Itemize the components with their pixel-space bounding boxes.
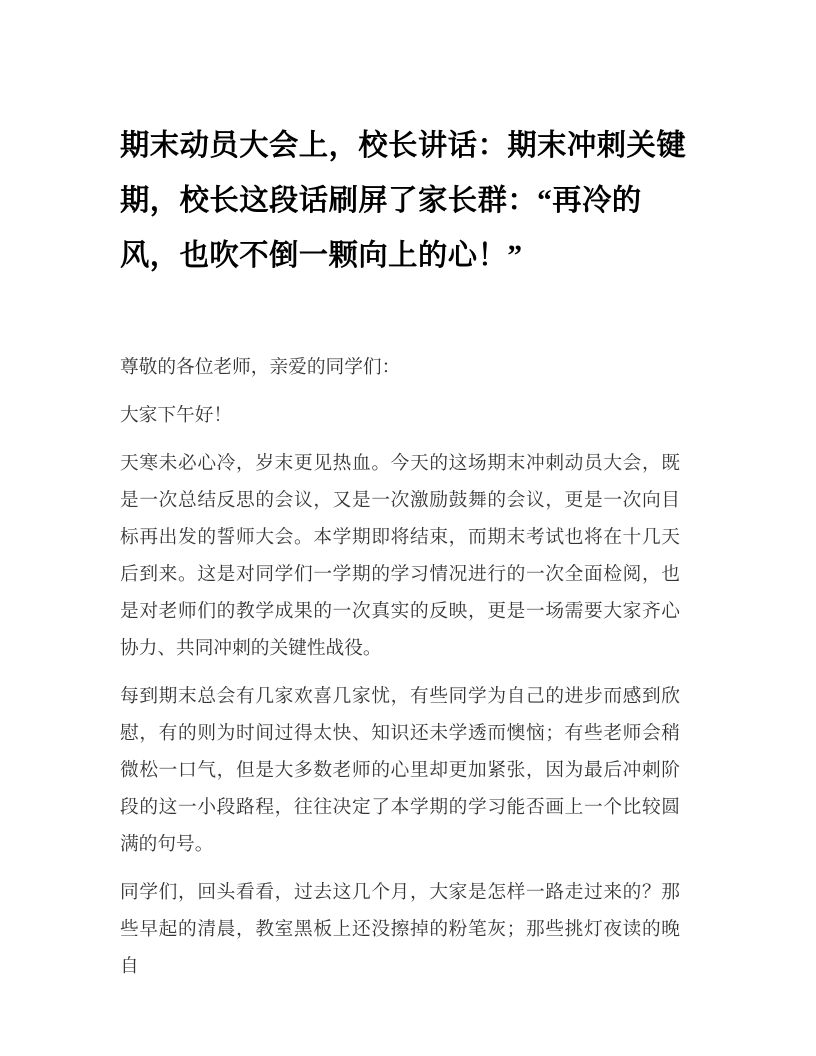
paragraph-greeting: 大家下午好！	[120, 405, 233, 426]
document-title-line-2: 期，校长这段话刷屏了家长群：“再冷的	[120, 185, 642, 217]
paragraph-body-2: 每到期末总会有几家欢喜几家忧，有些同学为自己的进步而感到欣慰，有的则为时间过得太快、知识还未学透而懊恼；有些老师会稍微松一口气，但是大多数老师的心里却更加紧张，因为最后冲刺阶段的这一小段路程，往往决定了本学期的学习能否画上一个比较圆满的句号。	[120, 686, 680, 855]
document-title	[120, 119, 687, 284]
paragraph-body-1: 天寒未必心冷，岁末更见热血。今天的这场期末冲刺动员大会，既是一次总结反思的会议，又是一次激励鼓舞的会议，更是一次向目标再出发的誓师大会。本学期即将结束，而期末考试也将在十几天后到来。这是对同学们一学期的学习情况进行的一次全面检阅，也是对老师们的教学成果的一次真实的反映，更是一场需要大家齐心协力、共同冲刺的关键性战役。	[120, 453, 680, 659]
document-title-line-1: 期末动员大会上，校长讲话：期末冲刺关键	[120, 130, 687, 162]
document-body	[120, 349, 680, 985]
paragraph-body-3: 同学们，回头看看，过去这几个月，大家是怎样一路走过来的？那些早起的清晨，教室黑板上还没擦掉的粉笔灰；那些挑灯夜读的晚自	[120, 882, 680, 977]
document-title-line-3: 风，也吹不倒一颗向上的心！”	[120, 240, 523, 272]
paragraph-salutation: 尊敬的各位老师，亲爱的同学们：	[120, 357, 401, 378]
